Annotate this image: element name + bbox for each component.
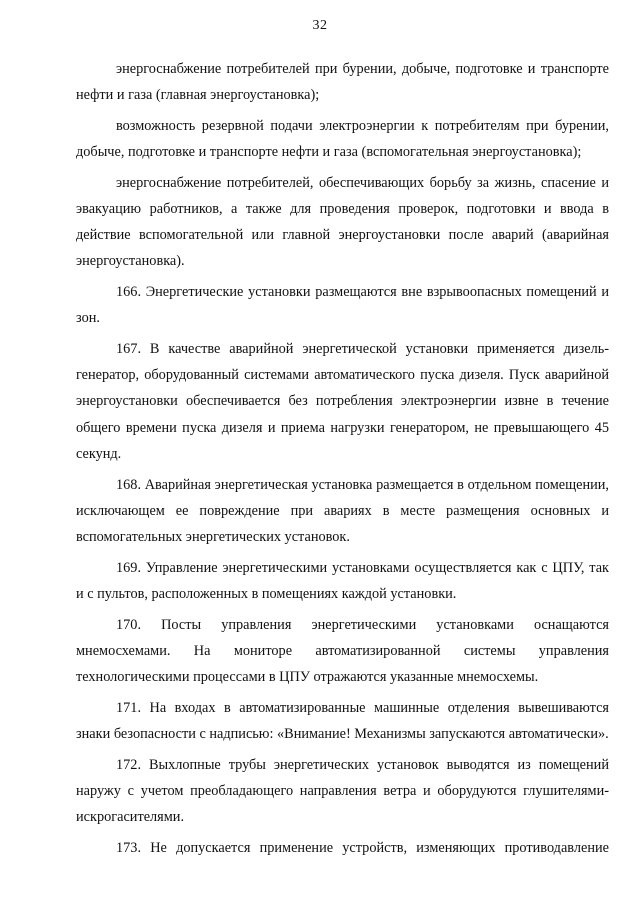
- list-item-emergency-power: энергоснабжение потребителей, обеспечивающих борьбу за жизнь, спасение и эвакуацию работников, а также для проведения проверок, подготовки и ввода в действие вспомогательной или главной энергоустановки после аварий (аварийная энергоустановка).: [76, 174, 609, 270]
- document-body: [76, 56, 609, 865]
- clause-170: 170. Посты управления энергетическими установками оснащаются мнемосхемами. На мониторе автоматизированной системы управления технологическими процессами в ЦПУ отражаются указанные мнемосхемы.: [76, 616, 609, 685]
- clause-166: 166. Энергетические установки размещаются вне взрывоопасных помещений и зон.: [76, 284, 609, 327]
- clause-173: 173. Не допускается применение устройств, изменяющих противодавление: [116, 839, 609, 856]
- clause-167: 167. В качестве аварийной энергетической установки применяется дизель-генератор, оборудованный системами автоматического пуска дизеля. Пуск аварийной энергоустановки обеспечивается без потребления электроэнергии извне в течение общего времени пуска дизеля и приема нагрузки генератором, не превышающего 45 секунд.: [76, 341, 609, 462]
- clause-171: 171. На входах в автоматизированные машинные отделения вывешиваются знаки безопасности с надписью: «Внимание! Механизмы запускаются автоматически».: [76, 699, 609, 742]
- page-number: 32: [312, 18, 328, 33]
- list-item-auxiliary-power: возможность резервной подачи электроэнергии к потребителям при бурении, добыче, подготовке и транспорте нефти и газа (вспомогательная энергоустановка);: [76, 117, 609, 161]
- clause-169: 169. Управление энергетическими установками осуществляется как с ЦПУ, так и с пультов, расположенных в помещениях каждой установки.: [76, 559, 609, 602]
- list-item-main-power: энергоснабжение потребителей при бурении, добыче, подготовке и транспорте нефти и газа (главная энергоустановка);: [76, 61, 609, 104]
- clause-168: 168. Аварийная энергетическая установка размещается в отдельном помещении, исключающем ее повреждение при авариях в месте размещения основных и вспомогательных энергетических установок.: [76, 476, 609, 545]
- clause-172: 172. Выхлопные трубы энергетических установок выводятся из помещений наружу с учетом преобладающего направления ветра и оборудуются глушителями-искрогасителями.: [76, 756, 609, 825]
